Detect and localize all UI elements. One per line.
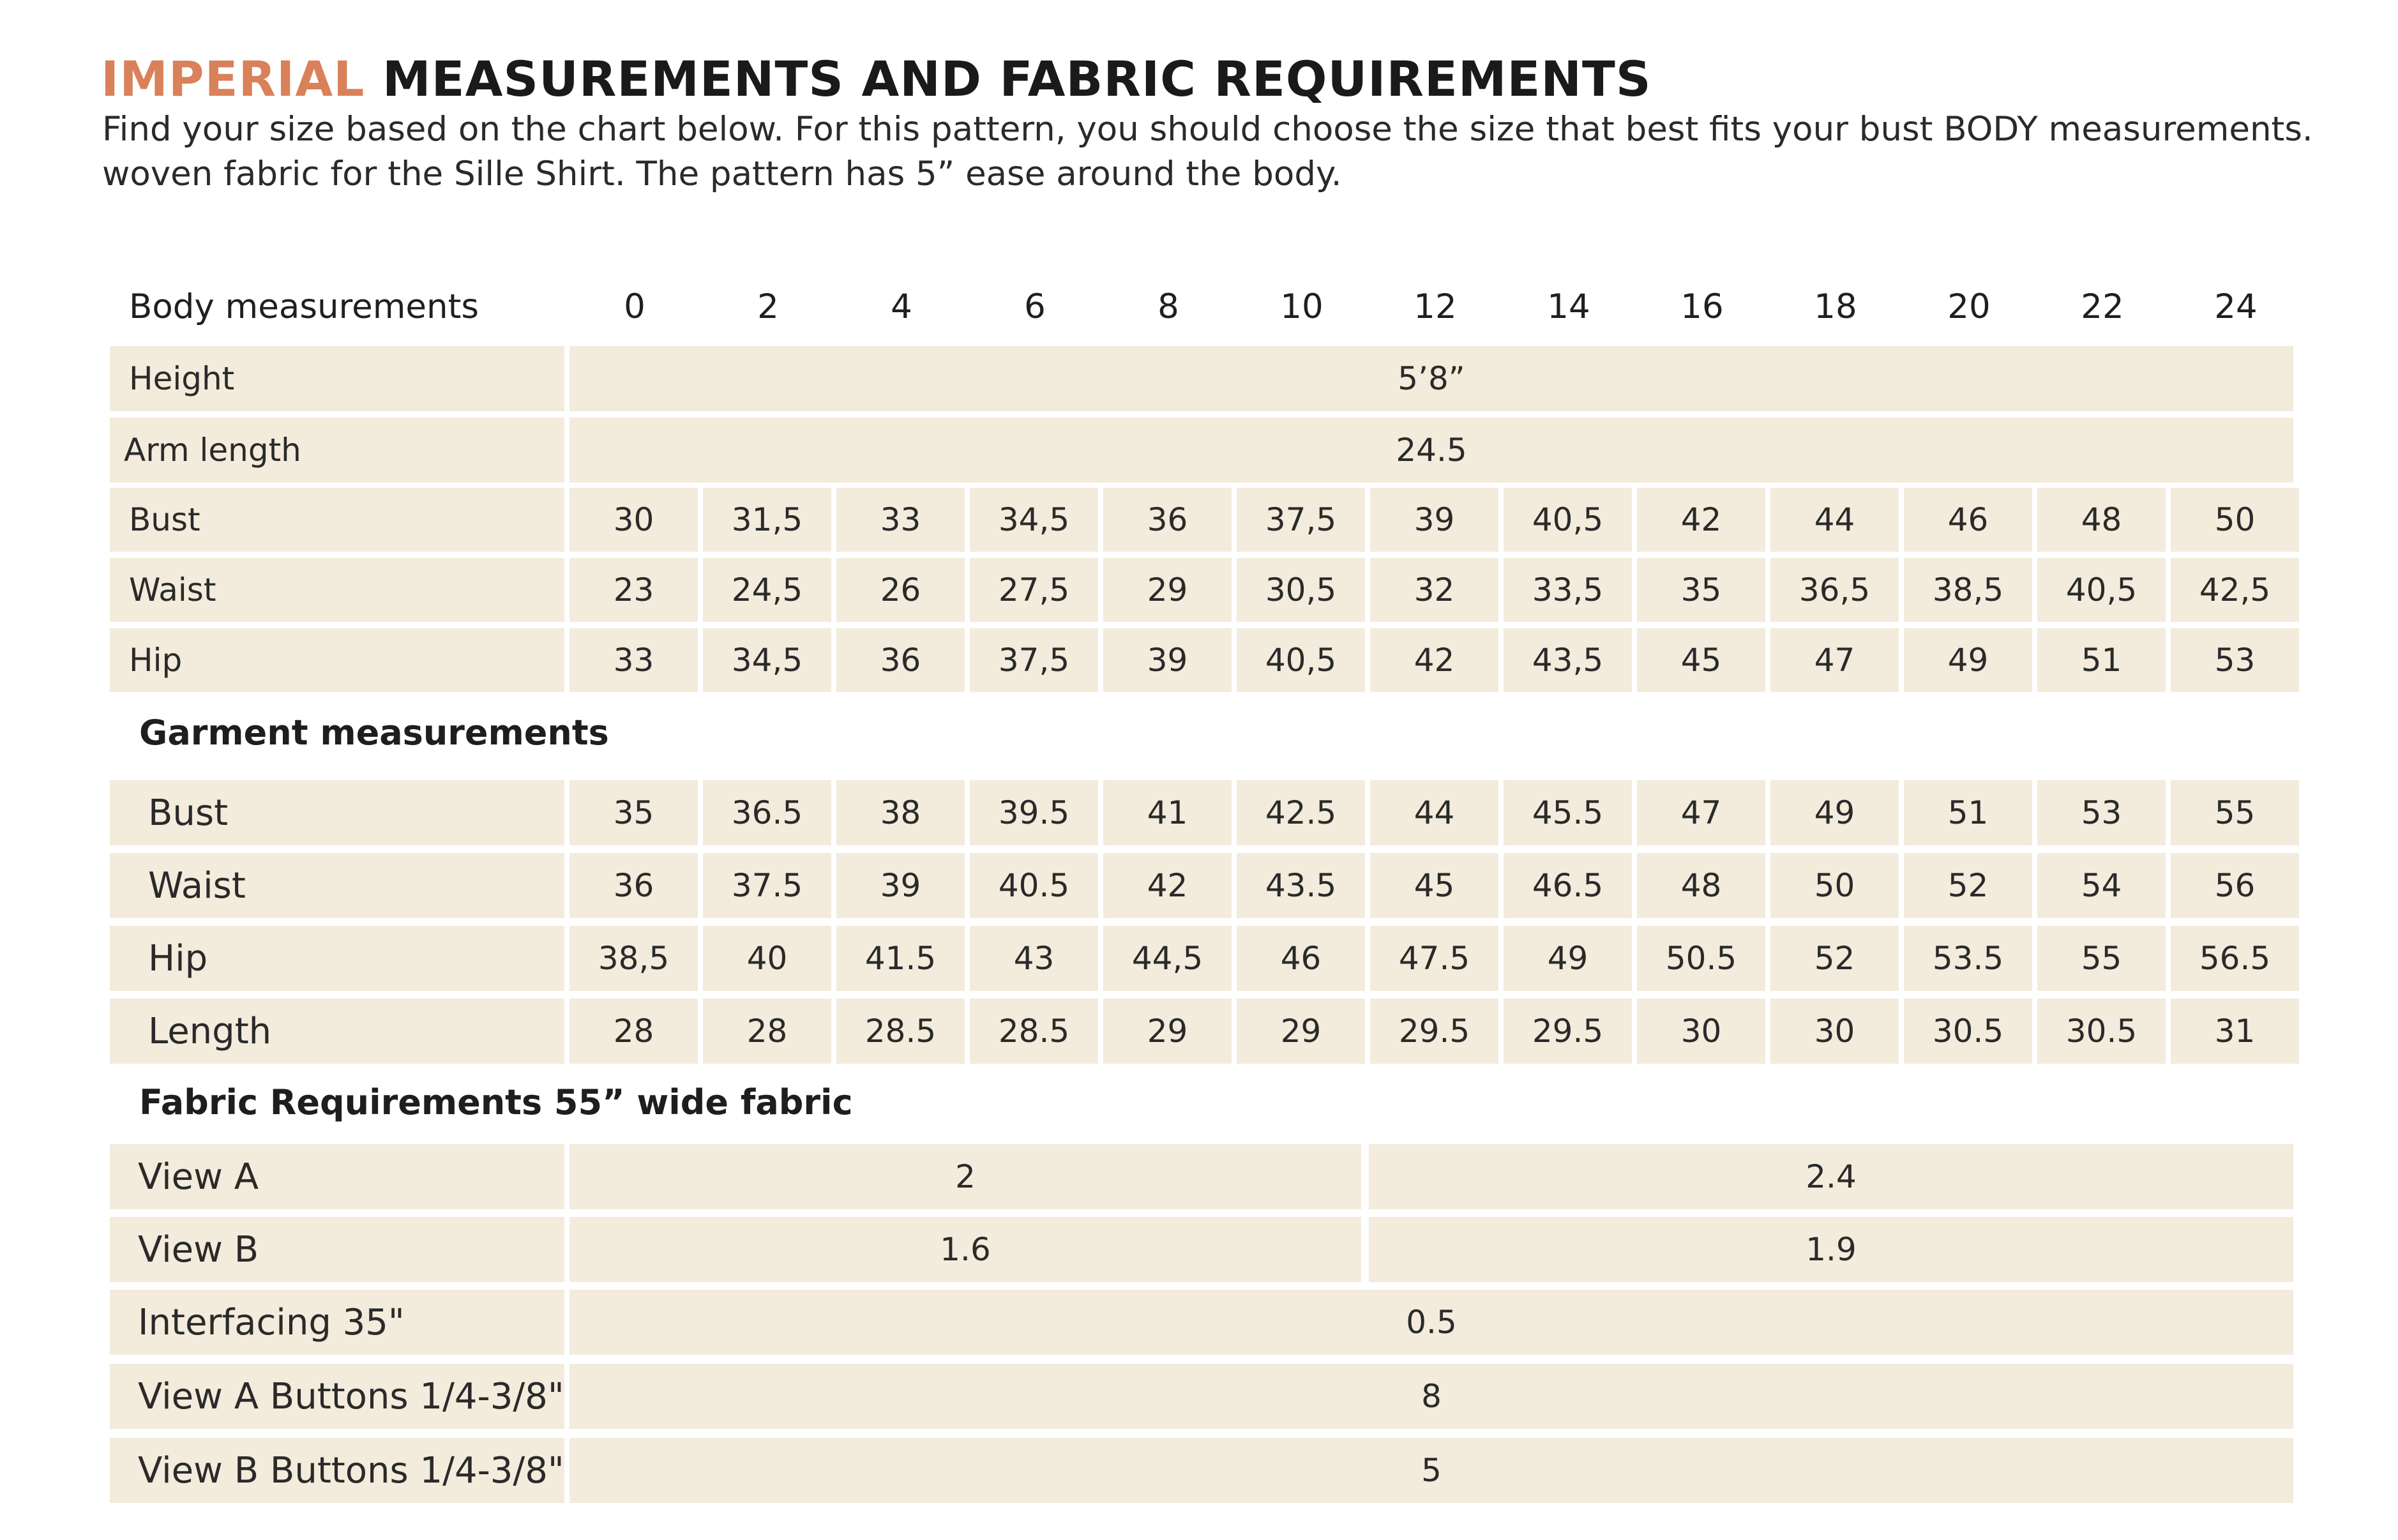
size-header: 22 bbox=[2081, 287, 2124, 326]
measurement-cell: 39 bbox=[1370, 488, 1498, 552]
arm-length-row bbox=[110, 418, 2293, 483]
measurement-cell: 43.5 bbox=[1237, 853, 1365, 918]
row-label: Interfacing 35" bbox=[110, 1290, 564, 1355]
measurement-cell: 42 bbox=[1103, 853, 1232, 918]
size-header: 6 bbox=[1024, 287, 1046, 326]
measurement-cell: 40 bbox=[703, 926, 831, 991]
title-accent: IMPERIAL bbox=[101, 50, 365, 107]
size-header: 16 bbox=[1680, 287, 1724, 326]
measurement-cell: 54 bbox=[2037, 853, 2166, 918]
measurement-cell: 46 bbox=[1904, 488, 2032, 552]
measurement-cell: 33 bbox=[569, 628, 698, 692]
measurement-cell: 39.5 bbox=[970, 780, 1098, 845]
height-value: 5’8” bbox=[569, 346, 2293, 411]
row-label: Hip bbox=[110, 926, 564, 991]
row-label: Length bbox=[110, 999, 564, 1064]
measurement-cell: 56 bbox=[2171, 853, 2299, 918]
row-label: Hip bbox=[110, 628, 564, 692]
measurement-cell: 40.5 bbox=[970, 853, 1098, 918]
garment-bust-row bbox=[110, 780, 2293, 845]
measurement-cell: 38 bbox=[836, 780, 965, 845]
measurement-cell: 47 bbox=[1637, 780, 1765, 845]
measurement-cell: 30 bbox=[1637, 999, 1765, 1064]
size-header: 12 bbox=[1414, 287, 1457, 326]
measurement-cell: 42 bbox=[1637, 488, 1765, 552]
measurement-cell: 28 bbox=[569, 999, 698, 1064]
measurement-cell: 26 bbox=[836, 558, 965, 622]
measurement-cell: 53.5 bbox=[1904, 926, 2032, 991]
row-label: View A bbox=[110, 1144, 564, 1209]
fabric-section-title: Fabric Requirements 55” wide fabric bbox=[139, 1082, 853, 1122]
measurement-cell: 30 bbox=[1770, 999, 1899, 1064]
page-title bbox=[101, 52, 1652, 106]
measurement-cell: 38,5 bbox=[569, 926, 698, 991]
size-header: 14 bbox=[1547, 287, 1590, 326]
measurement-cell: 29 bbox=[1237, 999, 1365, 1064]
measurement-cell: 44,5 bbox=[1103, 926, 1232, 991]
row-label: Waist bbox=[110, 853, 564, 918]
size-header: 20 bbox=[1947, 287, 1991, 326]
row-label: View B Buttons 1/4-3/8" bbox=[110, 1438, 564, 1503]
measurement-cell: 29 bbox=[1103, 999, 1232, 1064]
measurement-cell: 28.5 bbox=[836, 999, 965, 1064]
measurement-cell: 39 bbox=[1103, 628, 1232, 692]
fabric-view-b-row bbox=[110, 1217, 2293, 1282]
measurement-cell: 55 bbox=[2171, 780, 2299, 845]
measurement-cell: 31,5 bbox=[703, 488, 831, 552]
body-waist-row bbox=[110, 558, 2293, 622]
measurement-cell: 31 bbox=[2171, 999, 2299, 1064]
measurement-cell: 51 bbox=[1904, 780, 2032, 845]
measurement-cell: 36,5 bbox=[1770, 558, 1899, 622]
measurement-cell: 40,5 bbox=[2037, 558, 2166, 622]
row-label: View A Buttons 1/4-3/8" bbox=[110, 1364, 564, 1429]
measurement-cell: 37,5 bbox=[1237, 488, 1365, 552]
measurement-cell: 46.5 bbox=[1504, 853, 1632, 918]
size-header: 0 bbox=[624, 287, 645, 326]
row-label: View B bbox=[110, 1217, 564, 1282]
measurement-cell: 50 bbox=[1770, 853, 1899, 918]
garment-length-row bbox=[110, 999, 2293, 1064]
measurement-cell: 30 bbox=[569, 488, 698, 552]
measurement-cell: 39 bbox=[836, 853, 965, 918]
size-header: 2 bbox=[757, 287, 779, 326]
measurement-cell: 27,5 bbox=[970, 558, 1098, 622]
measurement-cell: 56.5 bbox=[2171, 926, 2299, 991]
size-header: 18 bbox=[1814, 287, 1857, 326]
measurement-cell: 45.5 bbox=[1504, 780, 1632, 845]
measurement-cell: 37,5 bbox=[970, 628, 1098, 692]
measurement-cell: 30.5 bbox=[1904, 999, 2032, 1064]
measurement-cell: 48 bbox=[2037, 488, 2166, 552]
measurement-cell: 51 bbox=[2037, 628, 2166, 692]
intro-line-1: Find your size based on the chart below. For this pattern, you should choose the size that best fits your bust BODY measurements. bbox=[102, 110, 2313, 149]
view-a-buttons-row bbox=[110, 1364, 2293, 1429]
measurement-cell: 34,5 bbox=[970, 488, 1098, 552]
measurement-cell: 47.5 bbox=[1370, 926, 1498, 991]
size-header: 4 bbox=[891, 287, 912, 326]
measurement-cell: 29.5 bbox=[1504, 999, 1632, 1064]
measurement-cell: 34,5 bbox=[703, 628, 831, 692]
measurement-cell: 45 bbox=[1637, 628, 1765, 692]
measurement-cell: 44 bbox=[1770, 488, 1899, 552]
measurement-cell: 42.5 bbox=[1237, 780, 1365, 845]
measurement-cell: 29 bbox=[1103, 558, 1232, 622]
arm-length-value: 24.5 bbox=[569, 418, 2293, 483]
measurement-cell: 28.5 bbox=[970, 999, 1098, 1064]
measurement-cell: 44 bbox=[1370, 780, 1498, 845]
row-label: Bust bbox=[110, 780, 564, 845]
measurement-cell: 50.5 bbox=[1637, 926, 1765, 991]
measurement-cell: 40,5 bbox=[1504, 488, 1632, 552]
measurement-cell: 35 bbox=[1637, 558, 1765, 622]
measurement-cell: 24,5 bbox=[703, 558, 831, 622]
title-rest: MEASUREMENTS AND FABRIC REQUIREMENTS bbox=[365, 50, 1652, 107]
fabric-value: 1.6 bbox=[569, 1217, 1361, 1282]
measurement-cell: 23 bbox=[569, 558, 698, 622]
size-header: 8 bbox=[1158, 287, 1179, 326]
interfacing-row bbox=[110, 1290, 2293, 1355]
view-b-buttons-row bbox=[110, 1438, 2293, 1503]
measurement-cell: 36.5 bbox=[703, 780, 831, 845]
measurement-cell: 49 bbox=[1770, 780, 1899, 845]
measurement-cell: 38,5 bbox=[1904, 558, 2032, 622]
measurement-cell: 53 bbox=[2037, 780, 2166, 845]
measurement-cell: 53 bbox=[2171, 628, 2299, 692]
garment-hip-row bbox=[110, 926, 2293, 991]
row-label: Height bbox=[110, 346, 564, 411]
measurement-cell: 45 bbox=[1370, 853, 1498, 918]
fabric-value: 2.4 bbox=[1369, 1144, 2293, 1209]
buttons-a-value: 8 bbox=[569, 1364, 2293, 1429]
size-header-row bbox=[110, 285, 2293, 329]
row-label: Arm length bbox=[110, 418, 564, 483]
measurement-cell: 48 bbox=[1637, 853, 1765, 918]
measurement-cell: 32 bbox=[1370, 558, 1498, 622]
measurement-cell: 35 bbox=[569, 780, 698, 845]
row-label: Bust bbox=[110, 488, 564, 552]
measurement-cell: 49 bbox=[1504, 926, 1632, 991]
measurement-cell: 46 bbox=[1237, 926, 1365, 991]
intro-text bbox=[102, 107, 2337, 197]
measurement-cell: 50 bbox=[2171, 488, 2299, 552]
garment-waist-row bbox=[110, 853, 2293, 918]
measurement-cell: 40,5 bbox=[1237, 628, 1365, 692]
intro-line-2: woven fabric for the Sille Shirt. The pattern has 5” ease around the body. bbox=[102, 155, 1342, 193]
body-bust-row bbox=[110, 488, 2293, 552]
measurement-cell: 33 bbox=[836, 488, 965, 552]
size-header: 24 bbox=[2214, 287, 2258, 326]
buttons-b-value: 5 bbox=[569, 1438, 2293, 1503]
measurement-cell: 36 bbox=[1103, 488, 1232, 552]
measurement-cell: 55 bbox=[2037, 926, 2166, 991]
measurement-cell: 43 bbox=[970, 926, 1098, 991]
measurement-cell: 52 bbox=[1770, 926, 1899, 991]
row-label: Waist bbox=[110, 558, 564, 622]
measurement-cell: 42,5 bbox=[2171, 558, 2299, 622]
measurement-cell: 36 bbox=[569, 853, 698, 918]
measurement-cell: 29.5 bbox=[1370, 999, 1498, 1064]
garment-section-title: Garment measurements bbox=[139, 713, 609, 753]
body-hip-row bbox=[110, 628, 2293, 692]
fabric-value: 1.9 bbox=[1369, 1217, 2293, 1282]
measurement-cell: 52 bbox=[1904, 853, 2032, 918]
measurement-cell: 49 bbox=[1904, 628, 2032, 692]
measurement-cell: 42 bbox=[1370, 628, 1498, 692]
height-row bbox=[110, 346, 2293, 411]
measurement-cell: 33,5 bbox=[1504, 558, 1632, 622]
interfacing-value: 0.5 bbox=[569, 1290, 2293, 1355]
measurement-cell: 36 bbox=[836, 628, 965, 692]
measurement-cell: 30.5 bbox=[2037, 999, 2166, 1064]
measurement-cell: 43,5 bbox=[1504, 628, 1632, 692]
measurement-cell: 37.5 bbox=[703, 853, 831, 918]
size-header: 10 bbox=[1280, 287, 1323, 326]
measurement-cell: 41 bbox=[1103, 780, 1232, 845]
fabric-value: 2 bbox=[569, 1144, 1361, 1209]
body-measurements-label: Body measurements bbox=[129, 287, 479, 326]
measurement-cell: 30,5 bbox=[1237, 558, 1365, 622]
measurement-cell: 41.5 bbox=[836, 926, 965, 991]
measurement-cell: 47 bbox=[1770, 628, 1899, 692]
fabric-view-a-row bbox=[110, 1144, 2293, 1209]
measurement-cell: 28 bbox=[703, 999, 831, 1064]
